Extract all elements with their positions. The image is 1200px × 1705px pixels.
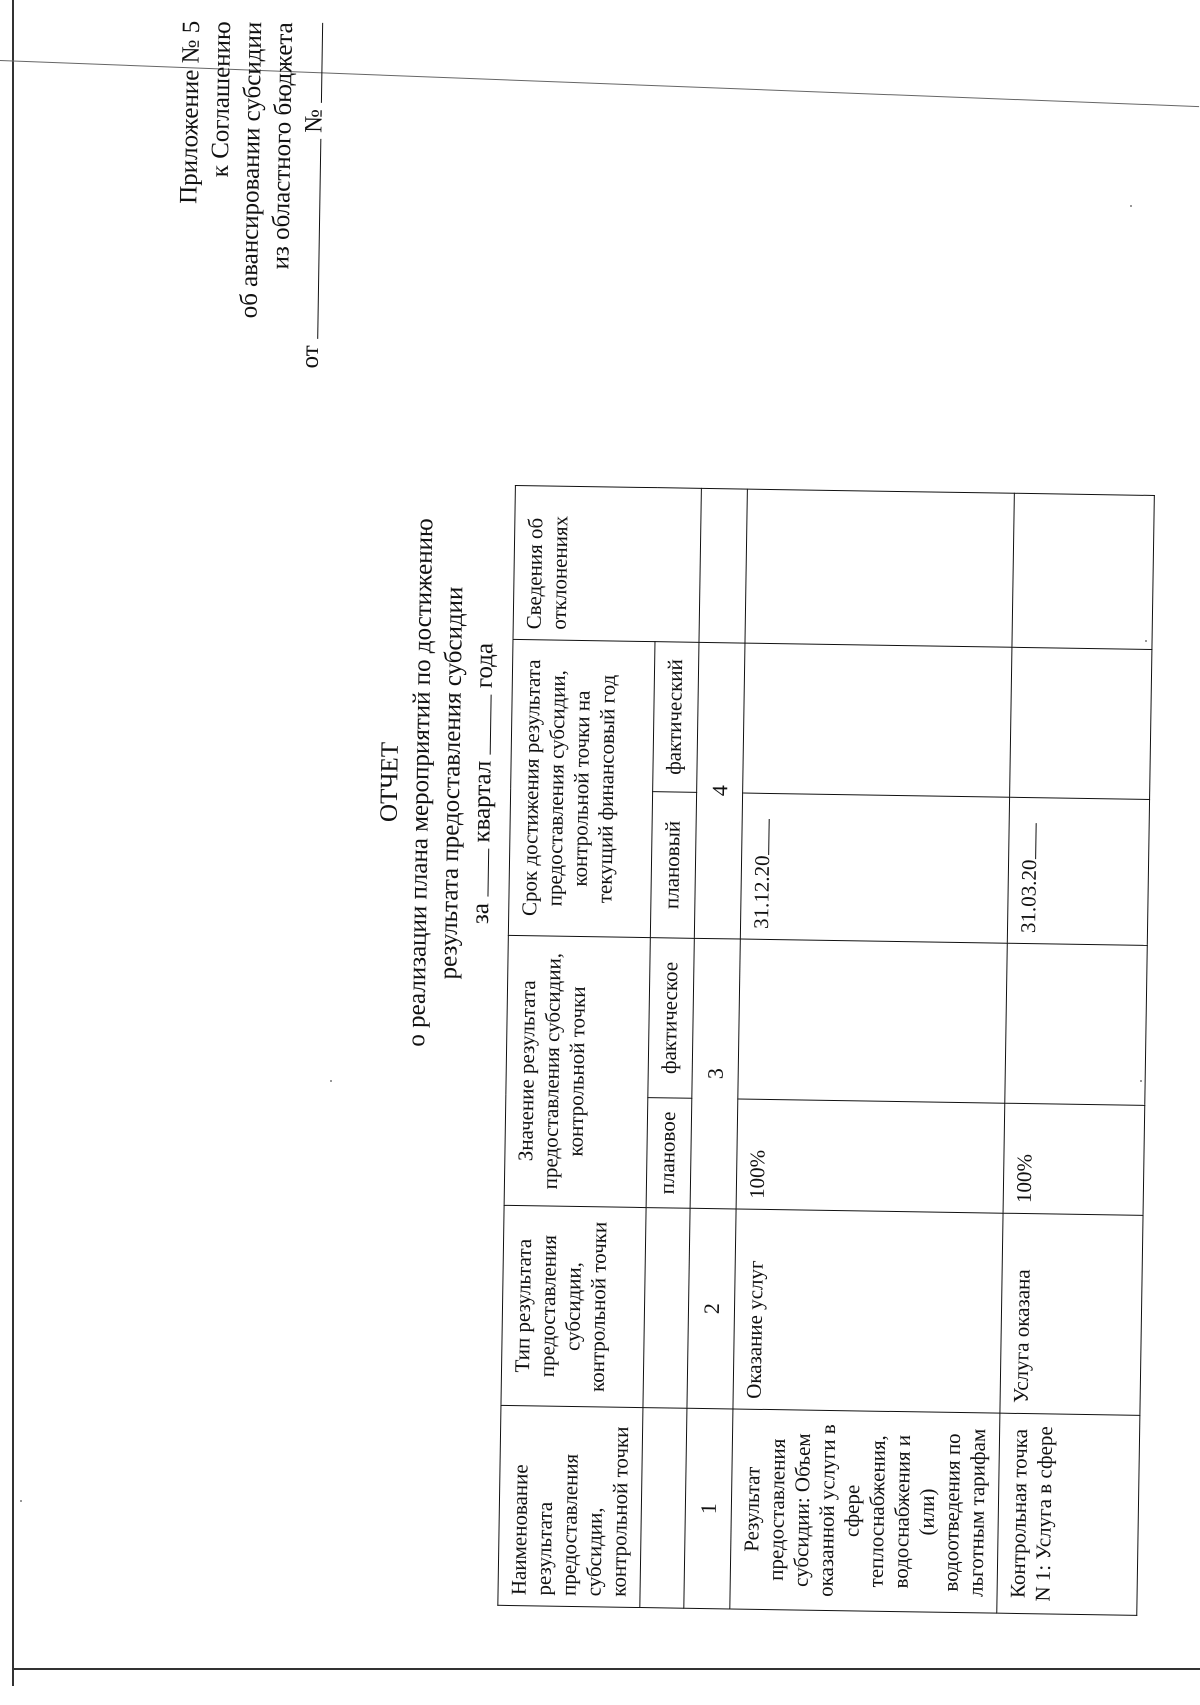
row-1-deviation bbox=[745, 489, 1014, 647]
row-1-deadline-plan-text: 31.12.20 bbox=[748, 855, 775, 930]
report-table bbox=[497, 485, 1155, 1616]
row-2-value-fact bbox=[1005, 943, 1147, 1105]
year-blank-line bbox=[468, 694, 492, 754]
report-title-line-1: о реализации плана мероприятий по достижению bbox=[403, 518, 439, 1047]
row-1-deadline-plan bbox=[740, 793, 1009, 943]
row-2-deadline-fact bbox=[1010, 647, 1152, 799]
subheader-deadline-fact: фактический bbox=[653, 642, 699, 793]
report-title-block bbox=[369, 432, 504, 1134]
row-1-value-plan: 100% bbox=[736, 1099, 1005, 1213]
report-heading: ОТЧЕТ bbox=[375, 741, 404, 823]
column-number-3: 3 bbox=[690, 938, 740, 1209]
header-deviation: Сведения об отклонениях bbox=[513, 485, 701, 642]
column-number-empty bbox=[699, 488, 747, 643]
row-1-type: Оказание услуг bbox=[733, 1209, 1003, 1413]
row-2-deadline-plan-text: 31.03.20 bbox=[1015, 859, 1042, 934]
annex-line-2: к Соглашению bbox=[206, 21, 237, 178]
column-number-1: 1 bbox=[684, 1408, 733, 1609]
subheader-deadline-plan: плановый bbox=[650, 792, 696, 939]
row-2-deviation bbox=[1012, 493, 1154, 649]
row-2-name: Контрольная точка N 1: Услуга в сфере bbox=[997, 1413, 1140, 1615]
row-1-name: Результат предоставления субсидии: Объем оказанной услуги в сфере теплоснабжения, водоснабжения и (или) водоотведения по льготным тарифам bbox=[730, 1409, 1000, 1613]
header-value: Значение результата предоставления субсидии, контрольной точки bbox=[504, 935, 650, 1207]
annex-date-number-line bbox=[294, 23, 331, 403]
number-blank-line bbox=[299, 23, 323, 103]
year-label: года bbox=[470, 642, 499, 689]
report-title-line-2: результата предоставления субсидии bbox=[435, 586, 469, 980]
annex-block bbox=[170, 21, 331, 403]
row-2-value-plan: 100% bbox=[1003, 1103, 1145, 1215]
subheader-empty bbox=[643, 1208, 690, 1409]
row-2-type: Услуга оказана bbox=[1000, 1213, 1143, 1415]
header-deadline: Срок достижения результата предоставления субсидии, контрольной точки на текущий финансовый год bbox=[508, 639, 655, 937]
annex-number-label: № bbox=[300, 108, 328, 134]
column-number-2: 2 bbox=[687, 1208, 736, 1409]
quarter-blank-line bbox=[465, 849, 489, 897]
table-row bbox=[997, 493, 1155, 1615]
header-name: Наименование результата предоставления субсидии, контрольной точки bbox=[498, 1405, 643, 1607]
table-row bbox=[730, 489, 1015, 1613]
annex-line-3: об авансировании субсидии bbox=[235, 21, 268, 319]
annex-line-4: из областного бюджета bbox=[267, 22, 299, 270]
subheader-value-fact: фактическое bbox=[648, 938, 695, 1099]
row-2-deadline-plan bbox=[1007, 797, 1149, 945]
table-header-row bbox=[498, 485, 658, 1607]
column-number-4: 4 bbox=[694, 642, 745, 939]
subheader-value-plan: плановое bbox=[646, 1098, 692, 1209]
annex-line-1: Приложение № 5 bbox=[175, 20, 206, 205]
date-blank-line bbox=[295, 139, 321, 339]
row-1-deadline-fact bbox=[743, 643, 1012, 797]
header-type: Тип результата предоставления субсидии, контрольной точки bbox=[501, 1205, 646, 1407]
quarter-label: квартал bbox=[468, 760, 497, 843]
row-1-year-blank bbox=[768, 819, 770, 855]
subheader-empty bbox=[640, 1408, 687, 1609]
row-2-year-blank bbox=[1035, 824, 1037, 860]
row-1-value-fact bbox=[738, 939, 1007, 1103]
period-prefix: за bbox=[467, 902, 495, 925]
annex-from-label: от bbox=[296, 345, 325, 369]
